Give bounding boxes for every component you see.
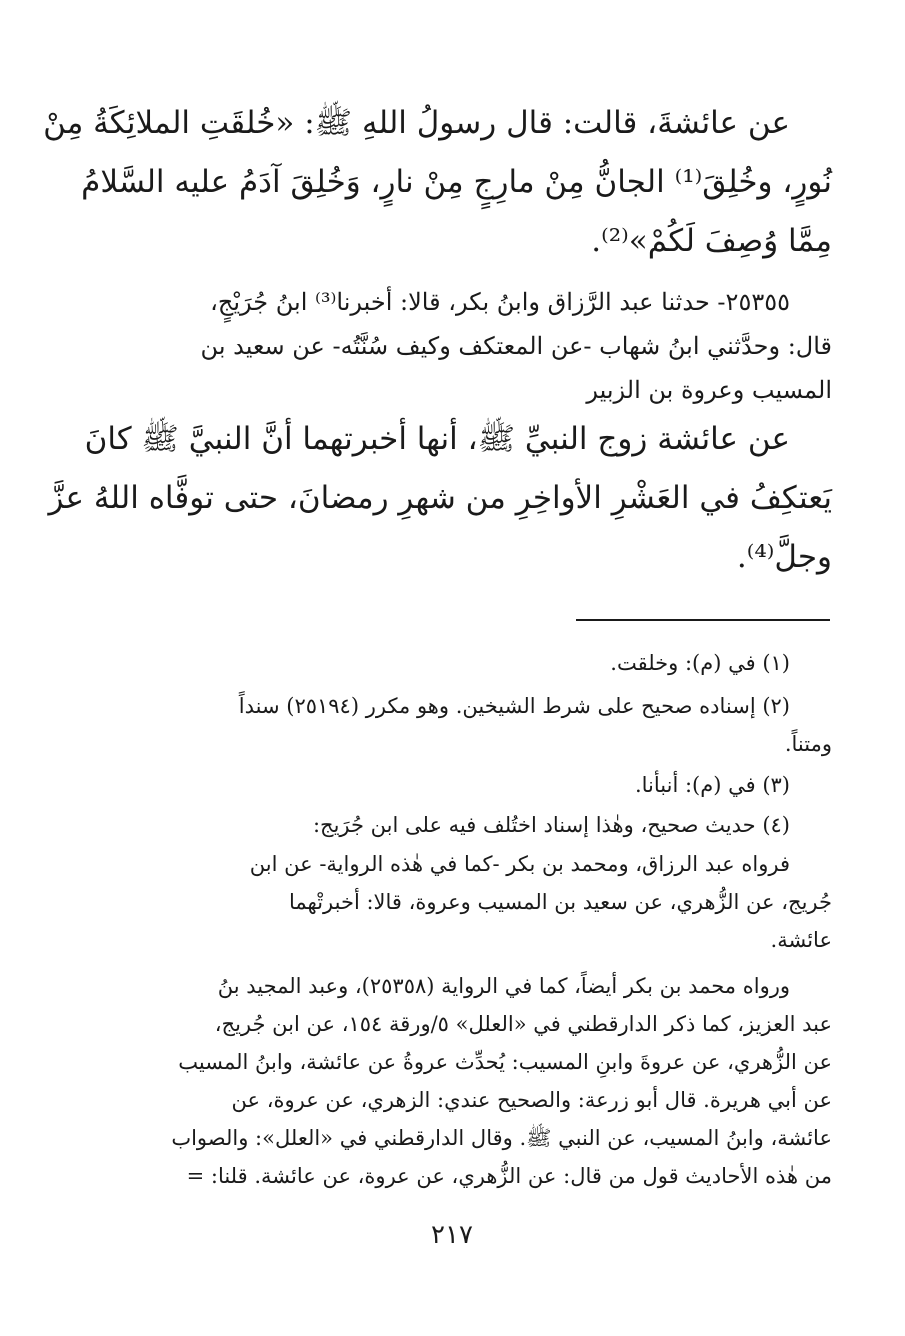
text-line: (٤) حديث صحيح، وهٰذا إسناد اختُلف فيه على ابن جُرَيج:	[312, 813, 790, 837]
text-line: المسيب وعروة بن الزبير	[586, 376, 832, 404]
text-line: وجلَّ⁽⁴⁾.	[736, 539, 832, 575]
isnad-25355	[120, 280, 832, 412]
footnote-3	[120, 766, 832, 804]
text-line: فرواه عبد الرزاق، ومحمد بن بكر -كما في هٰذه الرواية- عن ابن	[249, 852, 790, 876]
text-line: (٣) في (م): أنبأنا.	[634, 773, 790, 797]
text-line: (١) في (م): وخلقت.	[610, 651, 790, 675]
text-line: ورواه محمد بن بكر أيضاً، كما في الرواية (٢٥٣٥٨)، وعبد المجيد بنُ	[217, 974, 790, 998]
text-line: من هٰذه الأحاديث قول من قال: عن الزُّهري، عن عروة، عن عائشة. قلنا: =	[186, 1164, 832, 1188]
text-line: ٢٥٣٥٥- حدثنا عبد الرَّزاق وابنُ بكر، قالا: أخبرنا⁽³⁾ ابنُ جُرَيْجٍ،	[210, 288, 790, 316]
text-line: عن الزُّهري، عن عروةَ وابنِ المسيب: يُحدِّث عروةُ عن عائشة، وابنُ المسيب	[178, 1050, 832, 1074]
text-line: ومتناً.	[784, 732, 832, 756]
footnote-4	[120, 806, 832, 844]
text-line: (٢) إسناده صحيح على شرط الشيخين. وهو مكرر (٢٥١٩٤) سنداً	[238, 694, 790, 718]
footnote-4-paragraph-1	[120, 845, 832, 959]
footnote-separator	[576, 619, 830, 621]
hadith-text-2	[48, 410, 832, 587]
hadith-text-1	[43, 94, 832, 271]
text-line: عبد العزيز، كما ذكر الدارقطني في «العلل» ٥/ورقة ١٥٤، عن ابن جُريج،	[214, 1012, 832, 1036]
text-line: جُريج، عن الزُّهري، عن سعيد بن المسيب وعروة، قالا: أخبرتْهما	[288, 890, 832, 914]
text-line: يَعتكِفُ في العَشْرِ الأواخِرِ من شهرِ رمضانَ، حتى توفَّاه اللهُ عزَّ	[48, 480, 832, 516]
text-line: قال: وحدَّثني ابنُ شهاب -عن المعتكف وكيف سُنَّتُه- عن سعيد بن	[200, 332, 832, 360]
text-line: نُورٍ، وخُلِقَ⁽¹⁾ الجانُّ مِنْ مارِجٍ مِنْ نارٍ، وَخُلِقَ آدَمُ عليه السَّلامُ	[81, 164, 832, 200]
text-line: عائشة.	[770, 928, 832, 952]
footnote-4-paragraph-2	[120, 967, 832, 1195]
text-line: عن أبي هريرة. قال أبو زرعة: والصحيح عندي: الزهري، عن عروة، عن	[231, 1088, 832, 1112]
footnote-2	[120, 687, 832, 763]
text-line: مِمَّا وُصِفَ لَكُمْ»⁽²⁾.	[591, 223, 832, 259]
page-number: ٢١٧	[431, 1220, 473, 1250]
text-line: عن عائشة زوج النبيِّ ﷺ، أنها أخبرتهما أنَّ النبيَّ ﷺ كانَ	[84, 421, 790, 457]
text-line: عائشة، وابنُ المسيب، عن النبي ﷺ. وقال الدارقطني في «العلل»: والصواب	[171, 1126, 832, 1150]
footnote-1	[120, 644, 832, 682]
text-line: عن عائشةَ، قالت: قال رسولُ اللهِ ﷺ: «خُلقَتِ الملائِكَةُ مِنْ	[43, 105, 790, 141]
